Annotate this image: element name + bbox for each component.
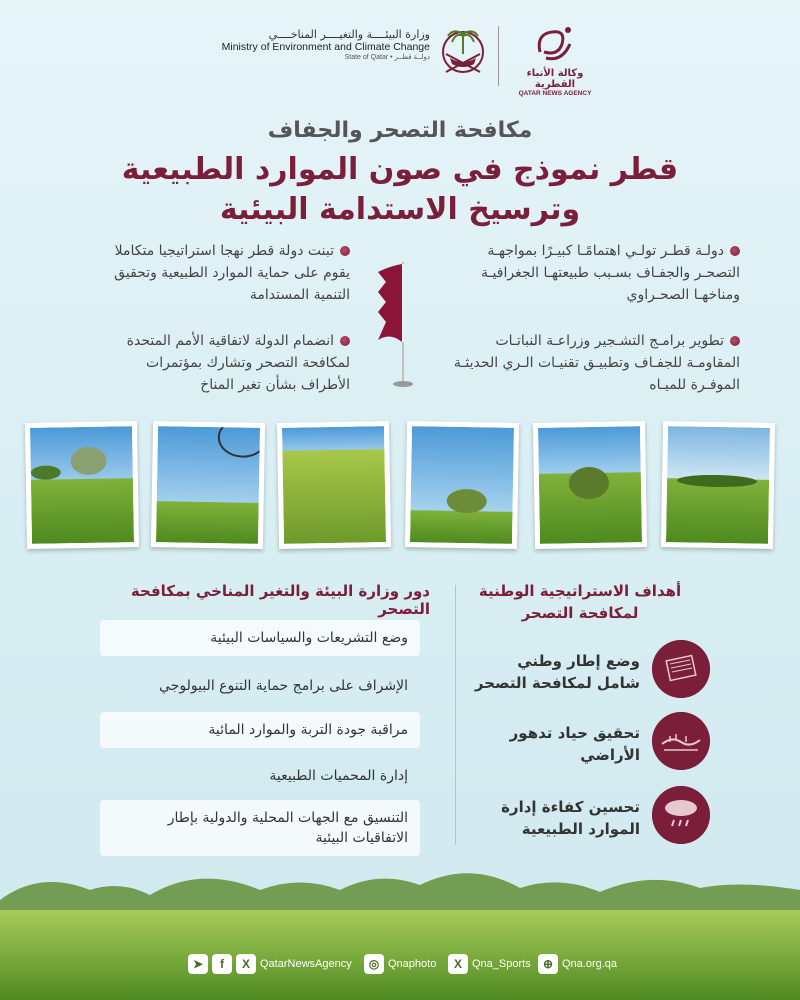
rain-cloud-icon — [652, 786, 710, 844]
goal-item — [470, 786, 710, 856]
facebook-icon[interactable]: f — [212, 954, 232, 974]
bullet-text: تطوير برامـج التشـجير وزراعـة النباتـات المقاومـة للجفـاف وتطبيـق تقنيـات الـري الحديثـة الموفـرة للميـاه — [453, 333, 740, 393]
qna-name-en: QATAR NEWS AGENCY — [518, 90, 592, 97]
header — [200, 18, 600, 98]
qatar-emblem-icon — [438, 24, 488, 86]
bullet-right-2 — [440, 330, 740, 396]
landscape-photo — [151, 421, 265, 549]
bullet-left-2 — [95, 330, 350, 396]
bullet-dot-icon — [730, 246, 740, 256]
landscape-photo — [661, 421, 775, 549]
page-title-line2: وترسيخ الاستدامة البيئية — [219, 192, 581, 227]
social-group-main — [188, 952, 352, 976]
handle-main[interactable]: QatarNewsAgency — [260, 958, 352, 970]
telegram-icon[interactable]: ➤ — [188, 954, 208, 974]
goals-heading: أهداف الاستراتيجية الوطنية لمكافحة التصحر — [478, 582, 682, 622]
bullet-text: انضمام الدولة لاتفاقية الأمم المتحدة لمكافحة التصحر وتشارك بمؤتمرات الأطراف بشأن تغير المناخ — [126, 333, 350, 393]
qna-emblem-icon — [532, 22, 578, 64]
role-item: الإشراف على برامج حماية التنوع البيولوجي — [159, 678, 408, 694]
handle-sports[interactable]: Qna_Sports — [472, 958, 531, 970]
grassland-landscape — [0, 860, 800, 1000]
ministry-logo — [200, 28, 430, 61]
page-title-line1: قطر نموذج في صون الموارد الطبيعية — [121, 152, 679, 187]
qna-logo — [510, 22, 600, 97]
website-link[interactable]: Qna.org.qa — [562, 958, 618, 970]
landscape-photo — [405, 421, 519, 549]
footer — [0, 952, 800, 976]
globe-icon[interactable]: ⊕ — [538, 954, 558, 974]
header-divider — [498, 26, 499, 86]
qna-name-ar: وكالة الأنباء القطرية — [526, 68, 584, 90]
goal-item — [470, 712, 710, 782]
photo-strip — [22, 422, 778, 550]
goal-item — [470, 640, 710, 710]
bullet-dot-icon — [340, 246, 350, 256]
role-item: إدارة المحميات الطبيعية — [269, 768, 408, 784]
section-divider — [455, 585, 456, 845]
qatar-flag-icon — [372, 252, 432, 392]
bullet-text: تبنت دولة قطر نهجا استراتيجيا متكاملا يقوم على حماية الموارد الطبيعية وتحقيق التنمية المستدامة — [114, 243, 350, 303]
bullet-text: دولـة قطـر تولـي اهتمامًـا كبيـرًا بمواجهـة التصحـر والجفـاف بسـبب طبيعتهـا الجغرافيـة ومناخهـا الصحـراوي — [480, 243, 740, 303]
landscape-photo — [277, 421, 391, 549]
handle-photo[interactable]: Qnaphoto — [388, 958, 437, 970]
social-group-sports — [448, 952, 531, 976]
role-item: التنسيق مع الجهات المحلية والدولية بإطار الاتفاقيات البيئية — [100, 800, 420, 856]
goal-label: تحسين كفاءة إدارة الموارد الطبيعية — [501, 798, 640, 838]
bullet-dot-icon — [730, 336, 740, 346]
bullet-right-1 — [440, 240, 740, 306]
instagram-icon[interactable]: ◎ — [364, 954, 384, 974]
x-icon[interactable]: X — [448, 954, 468, 974]
ministry-name-en: Ministry of Environment and Climate Change — [221, 41, 430, 53]
page-subtitle: مكافحة التصحر والجفاف — [267, 118, 533, 143]
ministry-state: State of Qatar • دولــة قطــر — [344, 54, 430, 61]
goal-label: وضع إطار وطني شامل لمكافحة التصحر — [474, 652, 640, 692]
social-group-web — [538, 952, 617, 976]
role-item: مراقبة جودة التربة والموارد المائية — [100, 712, 420, 748]
x-icon[interactable]: X — [236, 954, 256, 974]
role-item: وضع التشريعات والسياسات البيئية — [100, 620, 420, 656]
landscape-photo — [25, 421, 139, 549]
social-group-photo — [364, 952, 436, 976]
ministry-name-ar: وزارة البيئــــة والتغيــــر المناخــــي — [268, 28, 430, 41]
document-icon — [652, 640, 710, 698]
landscape-photo — [533, 421, 647, 549]
land-icon — [652, 712, 710, 770]
roles-heading: دور وزارة البيئة والتغير المناخي بمكافحة التصحر — [130, 582, 430, 618]
bullet-left-1 — [95, 240, 350, 306]
goal-label: تحقيق حياد تدهور الأراضي — [509, 724, 640, 764]
bullet-dot-icon — [340, 336, 350, 346]
